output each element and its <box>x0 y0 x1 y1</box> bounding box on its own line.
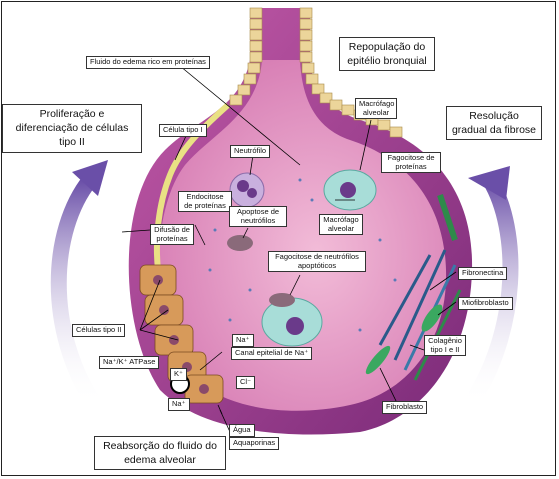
engulfed-neutrophil <box>269 293 295 307</box>
label-cl: Cl⁻ <box>236 376 255 389</box>
label-macrofago-mid: Macrófago alveolar <box>319 214 363 235</box>
label-endocitose: Endocitose de proteínas <box>178 191 232 212</box>
label-canal-na: Canal epitelial de Na⁺ <box>231 347 312 360</box>
label-fagocitose-neutrofilos: Fagocitose de neutrófilos apoptóticos <box>268 251 366 272</box>
label-reabsorcao: Reabsorção do fluido do edema alveolar <box>94 436 226 470</box>
label-apoptose: Apoptose de neutrófilos <box>229 206 287 227</box>
label-difusao: Difusão de proteínas <box>150 224 194 245</box>
label-k: K⁺ <box>170 368 187 381</box>
label-atpase: Na⁺/K⁺ ATPase <box>99 356 159 369</box>
label-fibroblasto: Fibroblasto <box>382 401 427 414</box>
left-proliferation-arrow <box>59 180 95 405</box>
label-agua: Água <box>229 424 255 437</box>
label-celulas-tipo2: Células tipo II <box>72 324 125 337</box>
label-na-bottom: Na⁺ <box>168 398 190 411</box>
label-neutrofilo: Neutrófilo <box>230 145 270 158</box>
label-celula-tipo1: Célula tipo I <box>159 124 207 137</box>
label-aquaporinas: Aquaporinas <box>229 437 279 450</box>
label-proliferacao: Proliferação e diferenciação de células tipo II <box>2 104 142 153</box>
label-resolucao: Resolução gradual da fibrose <box>446 106 542 140</box>
label-repopulacao: Repopulação do epitélio bronquial <box>339 37 435 71</box>
apoptotic-neutrophil <box>227 235 253 251</box>
label-colageno: Colagênio tipo I e II <box>424 335 466 356</box>
right-resolution-arrow <box>470 180 510 405</box>
label-na-canal: Na⁺ <box>232 334 254 347</box>
label-fagocitose-proteinas: Fagocitose de proteínas <box>381 152 441 173</box>
label-miofibroblasto: Miofibroblasto <box>458 297 513 310</box>
label-fibronectina: Fibronectina <box>458 267 507 280</box>
label-fluido-edema: Fluido do edema rico em proteínas <box>86 56 210 69</box>
label-macrofago-top: Macrófago alveolar <box>355 98 397 119</box>
